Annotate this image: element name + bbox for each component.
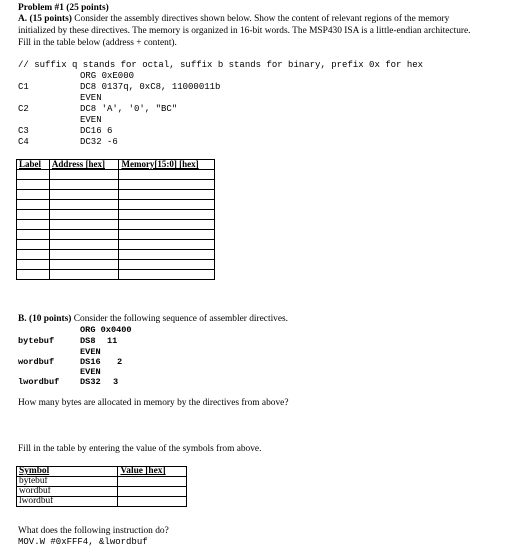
code-label-c1: C1 [18, 82, 29, 92]
part-b-intro [18, 315, 288, 324]
address-cell[interactable] [49, 270, 119, 280]
table-row [17, 260, 215, 270]
col-symbol: Symbol [17, 467, 118, 477]
memory-cell[interactable] [119, 180, 215, 190]
table-row [17, 487, 187, 497]
address-cell[interactable] [49, 170, 119, 180]
code-line-c1: DC8 0137q, 0xC8, 11000011b [80, 82, 221, 92]
question-bytes: How many bytes are allocated in memory by the directives from above? [18, 398, 289, 408]
table-row [17, 220, 215, 230]
code-comment: // suffix q stands for octal, suffix b stands for binary, prefix 0x for hex [18, 60, 424, 70]
table-row [17, 180, 215, 190]
part-a-intro-line1 [18, 15, 449, 24]
symbol-lwordbuf: lwordbuf [17, 497, 118, 507]
table-row [17, 210, 215, 220]
code-label-c3: C3 [18, 126, 29, 136]
label-cell[interactable] [17, 270, 50, 280]
col-address: Address [hex] [49, 160, 119, 170]
label-cell[interactable] [17, 260, 50, 270]
b-code-even1: EVEN [80, 347, 101, 357]
part-a-text3: Fill in the table below (address + content). [18, 38, 177, 48]
col-memory: Memory[15:0] [hex] [119, 160, 215, 170]
b-code-arg-lwordbuf: 3 [113, 377, 119, 387]
value-cell[interactable] [118, 487, 187, 497]
symbol-wordbuf: wordbuf [17, 487, 118, 497]
address-cell[interactable] [49, 240, 119, 250]
col-value: Value [hex] [118, 467, 187, 477]
symbol-table-header [17, 467, 187, 477]
memory-cell[interactable] [119, 270, 215, 280]
question-fill-table: Fill in the table by entering the value of the symbols from above. [18, 444, 262, 454]
code-line-c4: DC32 -6 [80, 137, 118, 147]
label-cell[interactable] [17, 170, 50, 180]
label-cell[interactable] [17, 250, 50, 260]
part-b-heading: B. (10 points) [18, 314, 72, 324]
memory-cell[interactable] [119, 210, 215, 220]
memory-cell[interactable] [119, 170, 215, 180]
address-cell[interactable] [49, 210, 119, 220]
address-cell[interactable] [49, 230, 119, 240]
part-a-text1: Consider the assembly directives shown below. Show the content of relevant regions of the memory [71, 14, 450, 24]
problem-title: Problem #1 (25 points) [18, 3, 109, 13]
b-code-label-wordbuf: wordbuf [18, 357, 55, 367]
part-a-text2: initialized by these directives. The memory is organized in 16-bit words. The MSP430 ISA is a little-endian architecture. [18, 26, 471, 36]
address-cell[interactable] [49, 200, 119, 210]
code-line-c3: DC16 6 [80, 126, 113, 136]
code-line-c2: DC8 'A', '0', "BC" [80, 104, 178, 114]
table-row [17, 190, 215, 200]
part-a-heading: A. (15 points) [18, 14, 72, 24]
b-code-op-lwordbuf: DS32 [80, 377, 101, 387]
b-code-label-bytebuf: bytebuf [18, 336, 55, 346]
label-cell[interactable] [17, 180, 50, 190]
table-row [17, 497, 187, 507]
question-instruction: What does the following instruction do? [18, 526, 169, 536]
code-line-even1: EVEN [80, 93, 102, 103]
b-code-op-wordbuf: DS16 [80, 357, 101, 367]
table-row [17, 240, 215, 250]
label-cell[interactable] [17, 220, 50, 230]
memory-table [16, 159, 215, 280]
memory-cell[interactable] [119, 250, 215, 260]
memory-cell[interactable] [119, 200, 215, 210]
code-line-even2: EVEN [80, 115, 102, 125]
table-row [17, 270, 215, 280]
label-cell[interactable] [17, 190, 50, 200]
address-cell[interactable] [49, 260, 119, 270]
label-cell[interactable] [17, 240, 50, 250]
memory-cell[interactable] [119, 190, 215, 200]
address-cell[interactable] [49, 190, 119, 200]
table-row [17, 200, 215, 210]
b-code-arg-bytebuf: 11 [107, 336, 118, 346]
table-row [17, 250, 215, 260]
instruction-code: MOV.W #0xFFF4, &lwordbuf [18, 537, 148, 547]
col-label: Label [17, 160, 50, 170]
table-row [17, 477, 187, 487]
memory-cell[interactable] [119, 260, 215, 270]
label-cell[interactable] [17, 210, 50, 220]
address-cell[interactable] [49, 180, 119, 190]
memory-table-header [17, 160, 215, 170]
code-label-c2: C2 [18, 104, 29, 114]
code-label-c4: C4 [18, 137, 29, 147]
memory-cell[interactable] [119, 220, 215, 230]
memory-cell[interactable] [119, 230, 215, 240]
part-b-text: Consider the following sequence of assembler directives. [71, 314, 289, 324]
value-cell[interactable] [118, 497, 187, 507]
symbol-table [16, 466, 187, 507]
table-row [17, 230, 215, 240]
table-row [17, 170, 215, 180]
symbol-bytebuf: bytebuf [17, 477, 118, 487]
address-cell[interactable] [49, 220, 119, 230]
label-cell[interactable] [17, 230, 50, 240]
b-code-op-bytebuf: DS8 [80, 336, 96, 346]
label-cell[interactable] [17, 200, 50, 210]
address-cell[interactable] [49, 250, 119, 260]
b-code-label-lwordbuf: lwordbuf [18, 377, 60, 387]
memory-cell[interactable] [119, 240, 215, 250]
b-code-arg-wordbuf: 2 [117, 357, 123, 367]
value-cell[interactable] [118, 477, 187, 487]
code-line-org: ORG 0xE000 [80, 71, 135, 81]
b-code-org: ORG 0x0400 [80, 325, 132, 335]
b-code-even2: EVEN [80, 367, 101, 377]
